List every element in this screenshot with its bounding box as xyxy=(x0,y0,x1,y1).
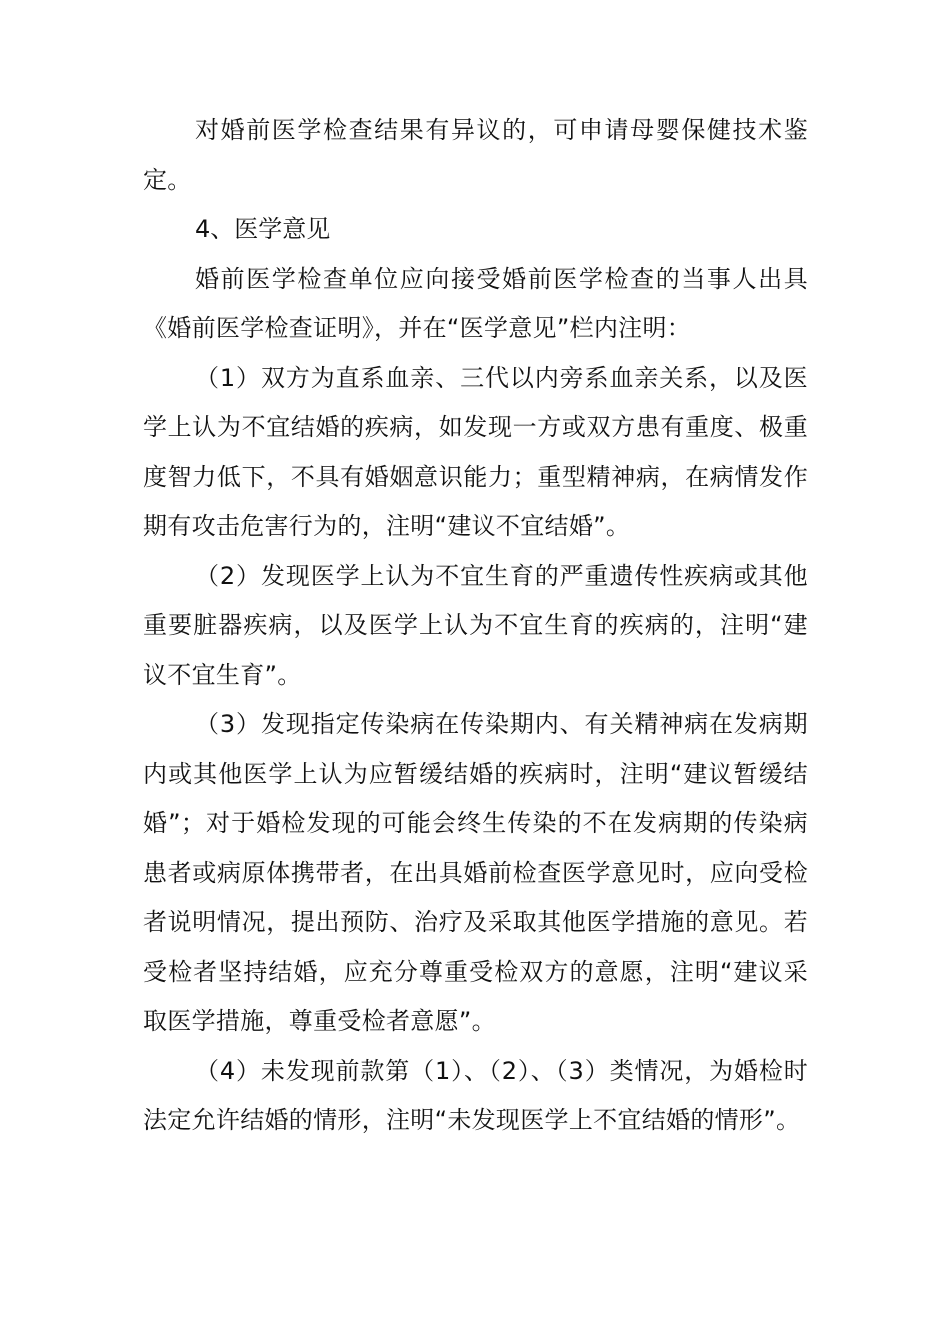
paragraph-item-4: （4）未发现前款第（1）、（2）、（3）类情况，为婚检时法定允许结婚的情形，注明“未发现医学上不宜结婚的情形”。 xyxy=(143,1056,808,1134)
paragraph-intro: 婚前医学检查单位应向接受婚前医学检查的当事人出具《婚前医学检查证明》，并在“医学意见”栏内注明： xyxy=(143,264,808,342)
paragraph-item-1: （1）双方为直系血亲、三代以内旁系血亲关系，以及医学上认为不宜结婚的疾病，如发现一方或双方患有重度、极重度智力低下，不具有婚姻意识能力；重型精神病，在病情发作期有攻击危害行为的，注明“建议不宜结婚”。 xyxy=(143,363,808,540)
section-heading-medical-opinion: 4、医学意见 xyxy=(195,215,331,243)
document-body xyxy=(143,106,808,1146)
paragraph-appeal: 对婚前医学检查结果有异议的，可申请母婴保健技术鉴定。 xyxy=(143,116,808,194)
paragraph-item-3: （3）发现指定传染病在传染期内、有关精神病在发病期内或其他医学上认为应暂缓结婚的疾病时，注明“建议暂缓结婚”；对于婚检发现的可能会终生传染的不在发病期的传染病患者或病原体携带者，在出具婚前检查医学意见时，应向受检者说明情况，提出预防、治疗及采取其他医学措施的意见。若受检者坚持结婚，应充分尊重受检双方的意愿，注明“建议采取医学措施，尊重受检者意愿”。 xyxy=(143,710,808,1035)
paragraph-item-2: （2）发现医学上认为不宜生育的严重遗传性疾病或其他重要脏器疾病，以及医学上认为不宜生育的疾病的，注明“建议不宜生育”。 xyxy=(143,561,808,689)
